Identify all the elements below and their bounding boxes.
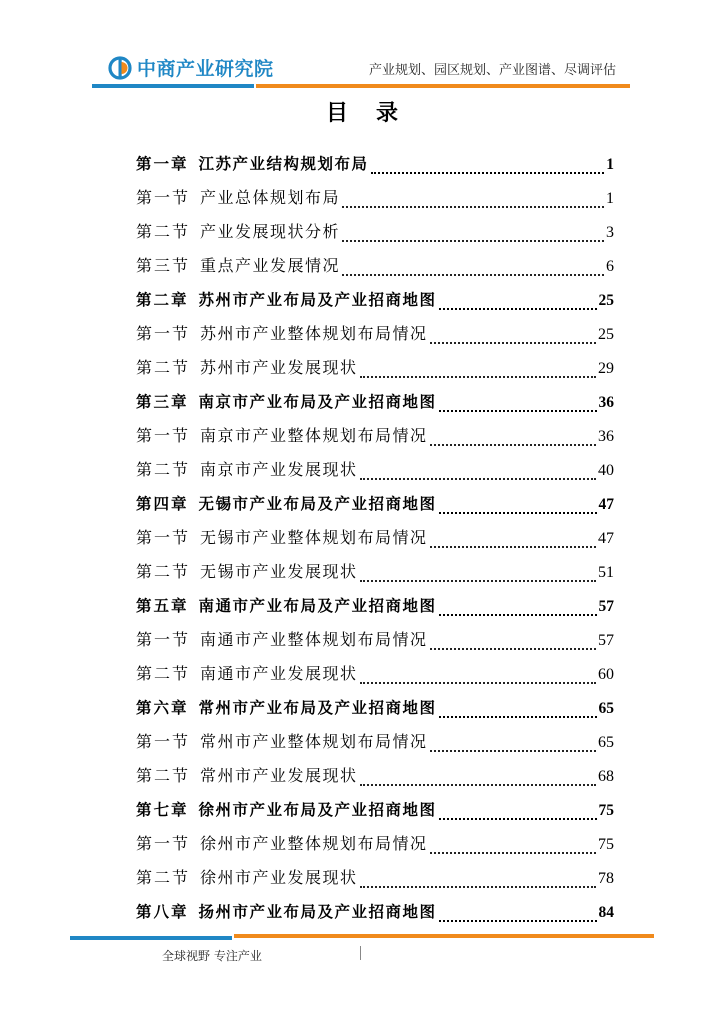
header-divider-orange <box>256 84 630 88</box>
toc-dot-leader <box>430 342 596 344</box>
header-tagline: 产业规划、园区规划、产业图谱、尽调评估 <box>368 63 616 78</box>
toc-page-number: 84 <box>598 904 614 921</box>
toc-entry-title: 南通市产业布局及产业招商地图 <box>198 597 437 615</box>
toc-page-number: 40 <box>598 462 614 479</box>
logo-mark-icon <box>108 56 132 80</box>
toc-page-number: 57 <box>598 632 614 649</box>
toc-entry-number: 第三节 <box>136 256 191 275</box>
toc-dot-leader <box>360 478 596 480</box>
toc-page-number: 25 <box>598 292 614 309</box>
brand-logo <box>108 54 274 81</box>
toc-dot-leader <box>360 376 596 378</box>
toc-entry-number: 第二章 <box>136 291 189 309</box>
toc-entry-title: 重点产业发展情况 <box>200 256 341 275</box>
toc-section-entry[interactable] <box>136 861 614 895</box>
toc-entry-title: 扬州市产业布局及产业招商地图 <box>198 903 437 921</box>
toc-entry-title: 南京市产业发展现状 <box>200 460 358 479</box>
toc-page-number: 57 <box>598 598 614 615</box>
footer-separator <box>360 946 361 960</box>
toc-dot-leader <box>439 920 597 922</box>
toc-entry-number: 第一节 <box>136 426 191 445</box>
toc-entry-number: 第三章 <box>136 393 189 411</box>
toc-page-number: 6 <box>606 258 614 275</box>
toc-page-number: 65 <box>598 734 614 751</box>
toc-entry-number: 第八章 <box>136 903 189 921</box>
toc-section-entry[interactable] <box>136 351 614 385</box>
toc-dot-leader <box>439 308 597 310</box>
toc-dot-leader <box>430 750 596 752</box>
toc-page-number: 47 <box>598 496 614 513</box>
toc-chapter-entry[interactable] <box>136 487 614 521</box>
toc-entry-title: 常州市产业发展现状 <box>200 766 358 785</box>
toc-page-number: 78 <box>598 870 614 887</box>
toc-entry-title: 苏州市产业整体规划布局情况 <box>200 324 428 343</box>
toc-section-entry[interactable] <box>136 827 614 861</box>
toc-page-number: 47 <box>598 530 614 547</box>
toc-entry-number: 第一节 <box>136 630 191 649</box>
toc-dot-leader <box>430 852 596 854</box>
toc-entry-title: 江苏产业结构规划布局 <box>198 155 369 173</box>
toc-entry-title: 徐州市产业整体规划布局情况 <box>200 834 428 853</box>
toc-dot-leader <box>342 206 604 208</box>
toc-entry-title: 常州市产业整体规划布局情况 <box>200 732 428 751</box>
toc-dot-leader <box>360 886 596 888</box>
toc-dot-leader <box>439 614 597 616</box>
toc-entry-number: 第一节 <box>136 732 191 751</box>
toc-entry-title: 无锡市产业布局及产业招商地图 <box>198 495 437 513</box>
toc-entry-number: 第二节 <box>136 664 191 683</box>
footer-divider-blue <box>70 936 232 940</box>
toc-entry-number: 第二节 <box>136 222 191 241</box>
toc-page-number: 1 <box>606 156 614 173</box>
toc-section-entry[interactable] <box>136 249 614 283</box>
toc-entry-number: 第一节 <box>136 834 191 853</box>
toc-dot-leader <box>371 172 605 174</box>
toc-section-entry[interactable] <box>136 555 614 589</box>
toc-entry-title: 徐州市产业发展现状 <box>200 868 358 887</box>
toc-page-number: 1 <box>606 190 614 207</box>
toc-entry-number: 第二节 <box>136 766 191 785</box>
toc-entry-number: 第一节 <box>136 188 191 207</box>
toc-chapter-entry[interactable] <box>136 147 614 181</box>
toc-dot-leader <box>439 818 597 820</box>
toc-dot-leader <box>342 240 604 242</box>
toc-entry-title: 南京市产业布局及产业招商地图 <box>198 393 437 411</box>
toc-chapter-entry[interactable] <box>136 793 614 827</box>
toc-page-number: 25 <box>598 326 614 343</box>
toc-entry-number: 第二节 <box>136 562 191 581</box>
toc-page-number: 75 <box>598 802 614 819</box>
toc-entry-title: 南通市产业发展现状 <box>200 664 358 683</box>
toc-entry-number: 第一节 <box>136 528 191 547</box>
toc-page-number: 36 <box>598 394 614 411</box>
toc-dot-leader <box>430 546 596 548</box>
toc-entry-number: 第一章 <box>136 155 189 173</box>
toc-entry-title: 产业发展现状分析 <box>200 222 341 241</box>
toc-entry-title: 苏州市产业发展现状 <box>200 358 358 377</box>
toc-page-number: 3 <box>606 224 614 241</box>
toc-section-entry[interactable] <box>136 657 614 691</box>
toc-entry-number: 第一节 <box>136 324 191 343</box>
toc-section-entry[interactable] <box>136 521 614 555</box>
toc-page-number: 75 <box>598 836 614 853</box>
toc-entry-title: 无锡市产业整体规划布局情况 <box>200 528 428 547</box>
toc-entry-title: 南通市产业整体规划布局情况 <box>200 630 428 649</box>
toc-dot-leader <box>360 580 596 582</box>
toc-dot-leader <box>360 784 596 786</box>
toc-chapter-entry[interactable] <box>136 589 614 623</box>
toc-page-number: 36 <box>598 428 614 445</box>
toc-entry-title: 无锡市产业发展现状 <box>200 562 358 581</box>
toc-entry-title: 常州市产业布局及产业招商地图 <box>198 699 437 717</box>
toc-dot-leader <box>360 682 596 684</box>
toc-entry-number: 第六章 <box>136 699 189 717</box>
toc-section-entry[interactable] <box>136 181 614 215</box>
toc-chapter-entry[interactable] <box>136 895 614 929</box>
toc-dot-leader <box>439 716 597 718</box>
toc-section-entry[interactable] <box>136 419 614 453</box>
toc-entry-number: 第五章 <box>136 597 189 615</box>
toc-title: 目录 <box>325 100 426 126</box>
toc-entry-number: 第二节 <box>136 460 191 479</box>
toc-chapter-entry[interactable] <box>136 385 614 419</box>
toc-dot-leader <box>439 410 597 412</box>
toc-entry-number: 第七章 <box>136 801 189 819</box>
toc-section-entry[interactable] <box>136 623 614 657</box>
page-header <box>0 0 724 100</box>
toc-entry-number: 第四章 <box>136 495 189 513</box>
toc-entry-title: 苏州市产业布局及产业招商地图 <box>198 291 437 309</box>
toc-page-number: 60 <box>598 666 614 683</box>
toc-section-entry[interactable] <box>136 759 614 793</box>
toc-page-number: 29 <box>598 360 614 377</box>
toc-page-number: 65 <box>598 700 614 717</box>
toc-dot-leader <box>439 512 597 514</box>
toc-section-entry[interactable] <box>136 725 614 759</box>
toc-chapter-entry[interactable] <box>136 691 614 725</box>
toc-dot-leader <box>430 444 596 446</box>
toc-entry-number: 第二节 <box>136 868 191 887</box>
toc-chapter-entry[interactable] <box>136 283 614 317</box>
toc-entry-number: 第二节 <box>136 358 191 377</box>
toc-section-entry[interactable] <box>136 453 614 487</box>
toc-entry-title: 徐州市产业布局及产业招商地图 <box>198 801 437 819</box>
toc-entry-title: 南京市产业整体规划布局情况 <box>200 426 428 445</box>
header-divider-blue <box>92 84 254 88</box>
toc-entry-title: 产业总体规划布局 <box>200 188 341 207</box>
table-of-contents <box>136 147 614 929</box>
toc-dot-leader <box>342 274 604 276</box>
toc-section-entry[interactable] <box>136 215 614 249</box>
toc-dot-leader <box>430 648 596 650</box>
footer-slogan: 全球视野 专注产业 <box>162 949 262 963</box>
toc-page-number: 51 <box>598 564 614 581</box>
toc-page-number: 68 <box>598 768 614 785</box>
footer-divider-orange <box>234 934 654 938</box>
logo-text: 中商产业研究院 <box>137 58 274 80</box>
toc-section-entry[interactable] <box>136 317 614 351</box>
